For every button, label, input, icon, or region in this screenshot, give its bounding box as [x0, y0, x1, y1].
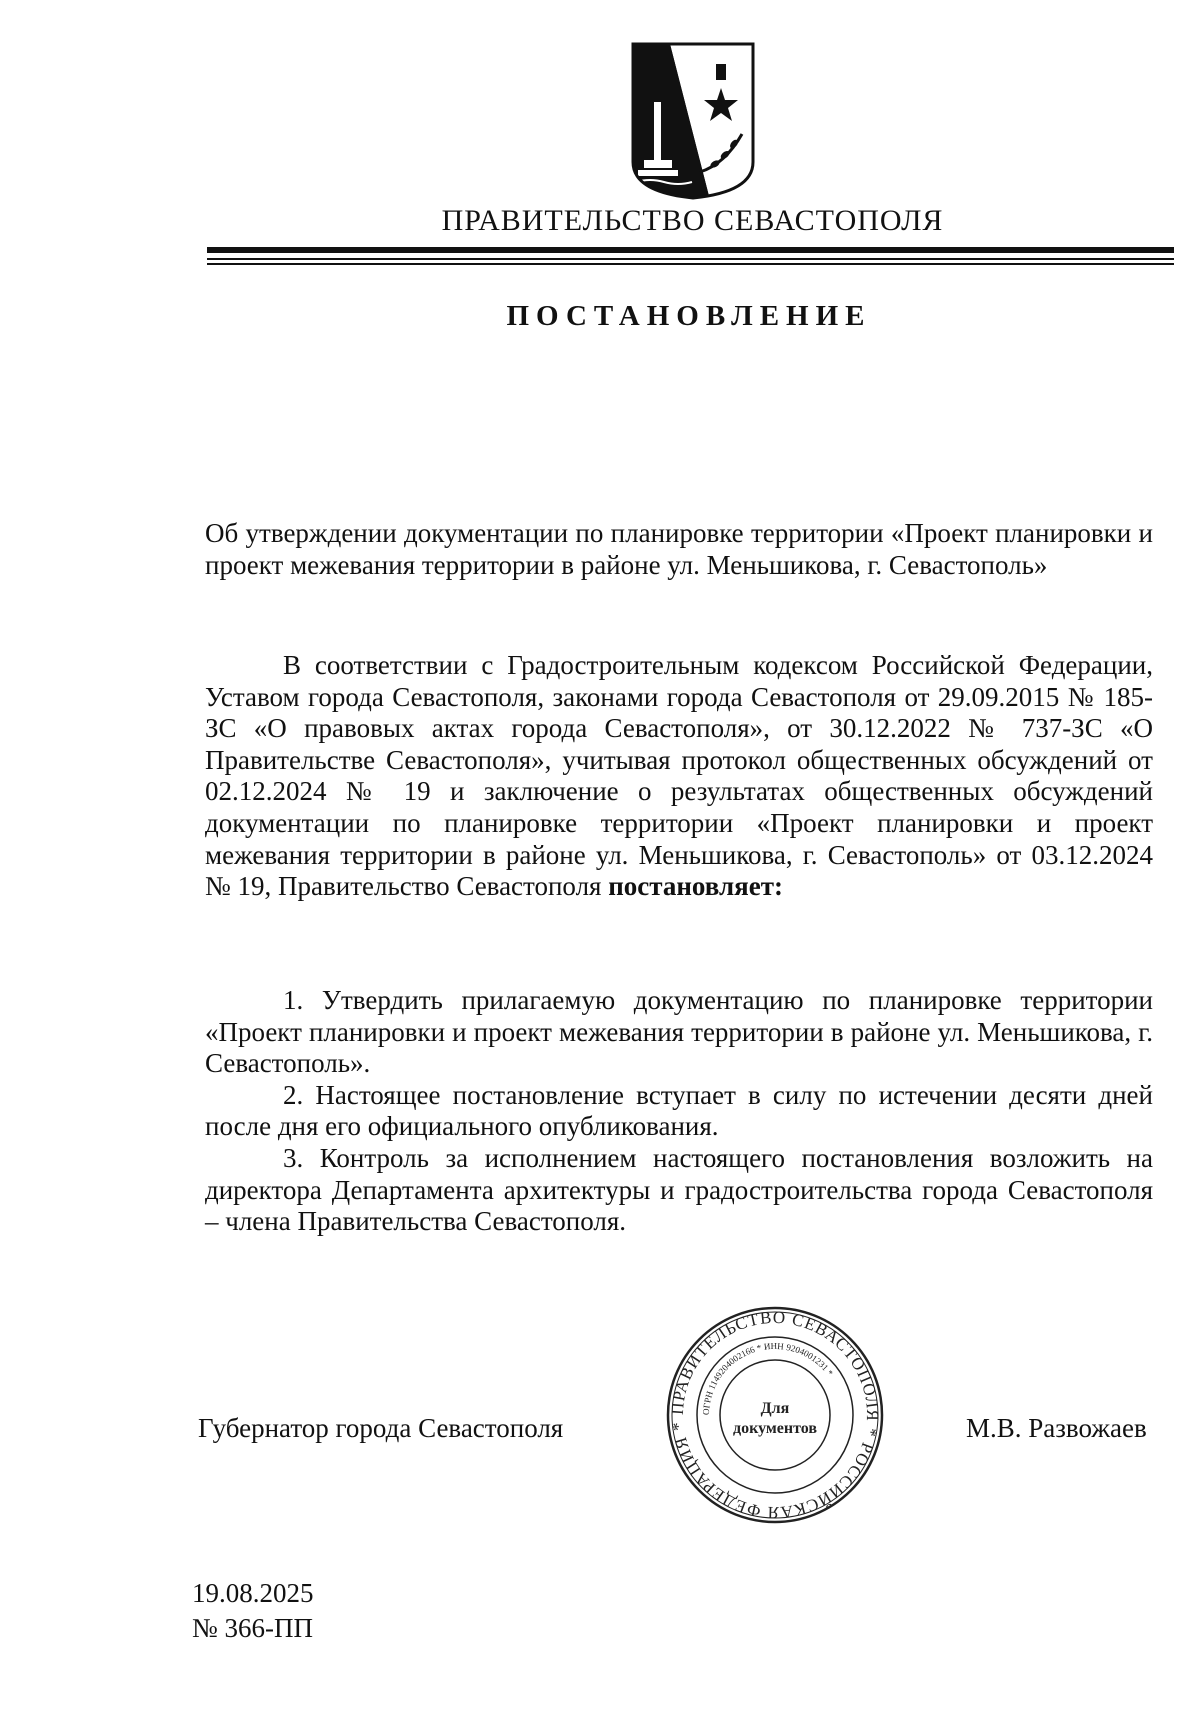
seal-inner-text: ОГРН 1149204002166 * ИНН 9204001231 * — [700, 1340, 836, 1416]
signer-name: М.В. Развожаев — [966, 1413, 1147, 1443]
header-divider — [207, 258, 1174, 260]
official-seal — [665, 1305, 885, 1525]
preamble-text: В соответствии с Градостроительным кодексом Российской Федерации, Уставом города Севастополя, законами города Севастополя от 29.09.2015 № 185-ЗС «О правовых актах города Севастополя», от 30.12.2022 № 737-ЗС «О Правительстве Севастополя», учитывая протокол общественных обсуждений от 02.12.2024 № 19 и заключение о результатах общественных обсуждений документации по планировке территории «Проект планировки и проект межевания территории в районе ул. Меньшикова, г. Севастополь» от 03.12.2024 № 19, Правительство Севастополя — [205, 650, 1153, 902]
document-type: ПОСТАНОВЛЕНИЕ — [506, 300, 872, 332]
government-name: ПРАВИТЕЛЬСТВО СЕВАСТОПОЛЯ — [441, 204, 944, 237]
signer-title: Губернатор города Севастополя — [198, 1413, 564, 1443]
seal-center-line: документов — [733, 1420, 817, 1437]
resolution-items — [205, 985, 1153, 1238]
resolution-item: 3. Контроль за исполнением настоящего постановления возложить на директора Департамента архитектуры и градостроительства города Севастополя – члена Правительства Севастополя. — [205, 1142, 1153, 1237]
header-divider — [207, 263, 1174, 265]
decision-word: постановляет: — [608, 871, 783, 902]
seal-outer-text: ПРАВИТЕЛЬСТВО СЕВАСТОПОЛЯ * РОССИЙСКАЯ ФЕДЕРАЦИЯ * — [667, 1307, 883, 1523]
resolution-item: 2. Настоящее постановление вступает в силу по истечении десяти дней после дня его официального опубликования. — [205, 1079, 1153, 1142]
document-number: № 366-ПП — [192, 1613, 313, 1643]
document-subject: Об утверждении документации по планировке территории «Проект планировки и проект межевания территории в районе ул. Меньшикова, г. Севастополь» — [205, 518, 1153, 580]
header-divider — [207, 247, 1174, 253]
seal-center-line: Для — [760, 1400, 790, 1417]
resolution-item: 1. Утвердить прилагаемую документацию по планировке территории «Проект планировки и проект межевания территории в районе ул. Меньшикова, г. Севастополь». — [205, 985, 1153, 1079]
coat-of-arms-icon — [630, 42, 756, 200]
document-date: 19.08.2025 — [192, 1578, 314, 1608]
preamble — [205, 650, 1153, 903]
